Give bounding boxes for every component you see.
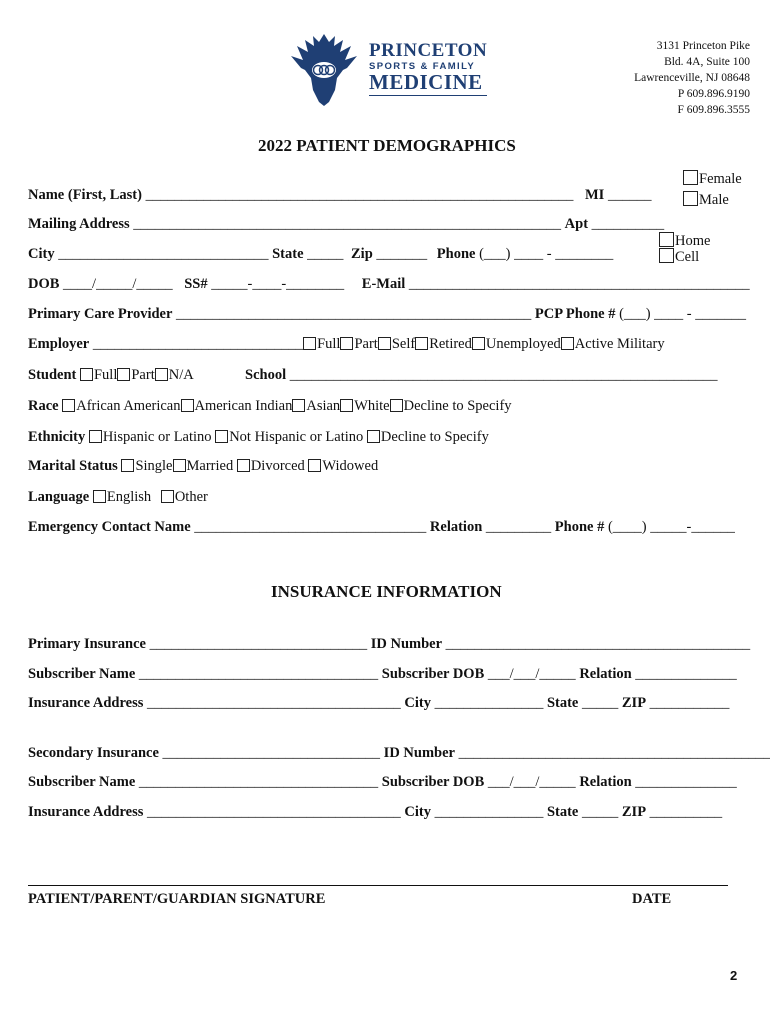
race-option: African American (76, 398, 181, 414)
name-label: Name (First, Last) (28, 187, 142, 203)
cell-checkbox[interactable] (659, 248, 674, 263)
employer-military-checkbox[interactable] (561, 337, 574, 350)
primary-id-label: ID Number (370, 636, 443, 652)
clinic-address (634, 38, 750, 118)
secondary-state-label: State (546, 804, 579, 820)
primary-subscriber-label: Subscriber Name (28, 666, 136, 682)
race-option: American Indian (194, 398, 293, 414)
language-other-checkbox[interactable] (161, 490, 174, 503)
race-white-checkbox[interactable] (340, 399, 353, 412)
pcp-phone-label: PCP Phone # (534, 306, 616, 322)
mailing-label: Mailing Address (28, 216, 130, 232)
employer-unemployed-checkbox[interactable] (472, 337, 485, 350)
secondary-id-label: ID Number (383, 745, 455, 761)
secondary-insurance-label: Secondary Insurance (28, 745, 159, 761)
dob-field[interactable]: ____/_____/_____ (63, 276, 173, 292)
emergency-phone-label: Phone # (554, 519, 605, 535)
ethnicity-row (28, 429, 489, 446)
primary-relation-field[interactable]: ______________ (635, 666, 737, 682)
secondary-relation-field[interactable]: ______________ (635, 774, 737, 790)
logo-line-2: SPORTS & FAMILY (369, 61, 476, 72)
zip-label: Zip (351, 246, 373, 262)
ethnicity-option: Decline to Specify (380, 429, 489, 445)
marital-label: Marital Status (28, 458, 118, 474)
secondary-city-field[interactable]: _______________ (434, 804, 544, 820)
female-label: Female (699, 171, 742, 187)
language-option: Other (174, 489, 208, 505)
secondary-address-field[interactable]: ___________________________________ (146, 804, 401, 820)
secondary-insurance-row (28, 745, 770, 762)
ss-field[interactable]: _____-____-________ (211, 276, 345, 292)
primary-id-field[interactable]: __________________________________________ (445, 636, 751, 652)
primary-subscriber-row (28, 666, 737, 683)
secondary-subscriber-dob-label: Subscriber DOB (381, 774, 485, 790)
language-label: Language (28, 489, 90, 505)
secondary-subscriber-row (28, 774, 737, 791)
female-checkbox[interactable] (683, 170, 698, 185)
emergency-phone-field[interactable]: (____) _____-______ (607, 519, 735, 535)
primary-address-field[interactable]: ___________________________________ (146, 695, 401, 711)
employer-full-checkbox[interactable] (303, 337, 316, 350)
ethnicity-option: Not Hispanic or Latino (229, 429, 364, 445)
insurance-title: INSURANCE INFORMATION (271, 582, 502, 601)
primary-zip-label: ZIP (621, 695, 647, 711)
student-na-checkbox[interactable] (155, 368, 168, 381)
student-option: N/A (168, 367, 194, 383)
address-line-2: Bld. 4A, Suite 100 (664, 56, 750, 68)
secondary-city-label: City (404, 804, 431, 820)
male-label: Male (699, 192, 729, 208)
dob-label: DOB (28, 276, 60, 292)
secondary-subscriber-dob-field[interactable]: ___/___/_____ (487, 774, 576, 790)
name-field[interactable]: ___________________________________________________________ (145, 187, 574, 203)
school-field[interactable]: ___________________________________________________________ (289, 367, 718, 383)
employer-label: Employer (28, 336, 90, 352)
apt-label: Apt (564, 216, 589, 232)
language-english-checkbox[interactable] (93, 490, 106, 503)
address-phone: P 609.896.9190 (677, 88, 750, 100)
pcp-row (28, 306, 746, 323)
employer-option: Part (354, 336, 378, 352)
logo-line-3: MEDICINE (369, 70, 483, 94)
primary-address-row (28, 695, 729, 712)
primary-insurance-field[interactable]: ______________________________ (149, 636, 368, 652)
signature-label: PATIENT/PARENT/GUARDIAN SIGNATURE (28, 891, 326, 907)
employer-field[interactable]: _____________________________ (92, 336, 304, 352)
race-row (28, 398, 512, 415)
phone-cell (659, 248, 699, 266)
secondary-state-field[interactable]: _____ (582, 804, 619, 820)
primary-city-field[interactable]: _______________ (434, 695, 544, 711)
marital-option: Divorced (250, 458, 305, 474)
student-full-checkbox[interactable] (80, 368, 93, 381)
logo (285, 28, 490, 108)
race-american-indian-checkbox[interactable] (181, 399, 194, 412)
student-option: Part (131, 367, 155, 383)
race-option: Decline to Specify (403, 398, 512, 414)
primary-subscriber-field[interactable]: _________________________________ (138, 666, 379, 682)
secondary-zip-field[interactable]: __________ (649, 804, 723, 820)
ethnicity-hispanic-checkbox[interactable] (89, 430, 102, 443)
ethnicity-option: Hispanic or Latino (102, 429, 212, 445)
secondary-address-label: Insurance Address (28, 804, 144, 820)
marital-option: Married (186, 458, 234, 474)
male-checkbox[interactable] (683, 191, 698, 206)
secondary-relation-label: Relation (579, 774, 632, 790)
employer-retired-checkbox[interactable] (415, 337, 428, 350)
apt-field[interactable]: __________ (591, 216, 665, 232)
city-field[interactable]: _____________________________ (58, 246, 269, 262)
primary-insurance-label: Primary Insurance (28, 636, 146, 652)
primary-insurance-row (28, 636, 750, 653)
marital-option: Single (135, 458, 173, 474)
marital-row (28, 458, 378, 475)
pcp-label: Primary Care Provider (28, 306, 173, 322)
student-label: Student (28, 367, 77, 383)
emergency-row (28, 519, 735, 536)
primary-subscriber-dob-field[interactable]: ___/___/_____ (487, 666, 576, 682)
employer-option: Retired (429, 336, 472, 352)
mi-label: MI (584, 187, 605, 203)
address-fax: F 609.896.3555 (677, 104, 750, 116)
signature-line[interactable] (28, 885, 728, 886)
employer-option: Active Military (574, 336, 665, 352)
secondary-zip-label: ZIP (621, 804, 647, 820)
date-label: DATE (632, 891, 672, 907)
employer-option: Full (317, 336, 341, 352)
mailing-row (28, 216, 664, 233)
employer-part-checkbox[interactable] (340, 337, 353, 350)
employer-option: Self (391, 336, 416, 352)
dob-row (28, 276, 750, 293)
pcp-phone-field[interactable]: (___) ____ - _______ (619, 306, 746, 322)
emergency-field[interactable]: ________________________________ (194, 519, 427, 535)
marital-option: Widowed (322, 458, 379, 474)
secondary-subscriber-label: Subscriber Name (28, 774, 136, 790)
primary-city-label: City (404, 695, 431, 711)
page-number: 2 (730, 968, 738, 983)
secondary-subscriber-field[interactable]: _________________________________ (138, 774, 379, 790)
marital-divorced-checkbox[interactable] (237, 459, 250, 472)
primary-relation-label: Relation (579, 666, 632, 682)
state-label: State (272, 246, 304, 262)
primary-zip-field[interactable]: ___________ (649, 695, 730, 711)
pcp-field[interactable]: _________________________________________________ (176, 306, 532, 322)
logo-divider (369, 95, 487, 96)
phone-label: Phone (436, 246, 476, 262)
home-label: Home (675, 233, 711, 249)
employer-self-checkbox[interactable] (378, 337, 391, 350)
school-label: School (245, 367, 287, 383)
secondary-id-field[interactable]: ___________________________________________ (458, 745, 770, 761)
marital-single-checkbox[interactable] (121, 459, 134, 472)
employer-row (28, 336, 665, 353)
name-row (28, 187, 651, 204)
city-row (28, 246, 613, 263)
relation-label: Relation (429, 519, 483, 535)
ethnicity-label: Ethnicity (28, 429, 86, 445)
home-checkbox[interactable] (659, 232, 674, 247)
emergency-label: Emergency Contact Name (28, 519, 191, 535)
race-option: White (354, 398, 390, 414)
language-row (28, 489, 208, 506)
gender-female (683, 170, 742, 188)
race-asian-checkbox[interactable] (292, 399, 305, 412)
student-row (28, 367, 194, 384)
ethnicity-not-hispanic-checkbox[interactable] (215, 430, 228, 443)
primary-subscriber-dob-label: Subscriber DOB (381, 666, 485, 682)
race-label: Race (28, 398, 59, 414)
employer-option: Unemployed (485, 336, 561, 352)
email-field[interactable]: _______________________________________________ (408, 276, 750, 292)
zip-field[interactable]: _______ (376, 246, 428, 262)
eagle-emblem-icon (285, 28, 363, 106)
demographics-title: 2022 PATIENT DEMOGRAPHICS (258, 136, 516, 155)
mailing-field[interactable]: ___________________________________________________________ (133, 216, 562, 232)
marital-widowed-checkbox[interactable] (308, 459, 321, 472)
gender-male (683, 191, 729, 209)
primary-state-label: State (546, 695, 579, 711)
ss-label: SS# (184, 276, 208, 292)
mi-field[interactable]: ______ (607, 187, 652, 203)
race-african-american-checkbox[interactable] (62, 399, 75, 412)
relation-field[interactable]: _________ (485, 519, 552, 535)
secondary-insurance-field[interactable]: ______________________________ (162, 745, 381, 761)
race-decline-checkbox[interactable] (390, 399, 403, 412)
phone-field[interactable]: (___) ____ - ________ (479, 246, 614, 262)
school-row (245, 367, 717, 384)
race-option: Asian (306, 398, 341, 414)
marital-married-checkbox[interactable] (173, 459, 186, 472)
ethnicity-decline-checkbox[interactable] (367, 430, 380, 443)
address-line-1: 3131 Princeton Pike (656, 40, 750, 52)
cell-label: Cell (675, 249, 700, 265)
student-part-checkbox[interactable] (117, 368, 130, 381)
student-option: Full (93, 367, 118, 383)
city-label: City (28, 246, 55, 262)
address-line-3: Lawrenceville, NJ 08648 (634, 72, 750, 84)
primary-state-field[interactable]: _____ (582, 695, 619, 711)
language-option: English (106, 489, 152, 505)
primary-address-label: Insurance Address (28, 695, 144, 711)
logo-line-1: PRINCETON (369, 40, 488, 61)
state-field[interactable]: _____ (307, 246, 344, 262)
secondary-address-row (28, 804, 722, 821)
email-label: E-Mail (361, 276, 406, 292)
